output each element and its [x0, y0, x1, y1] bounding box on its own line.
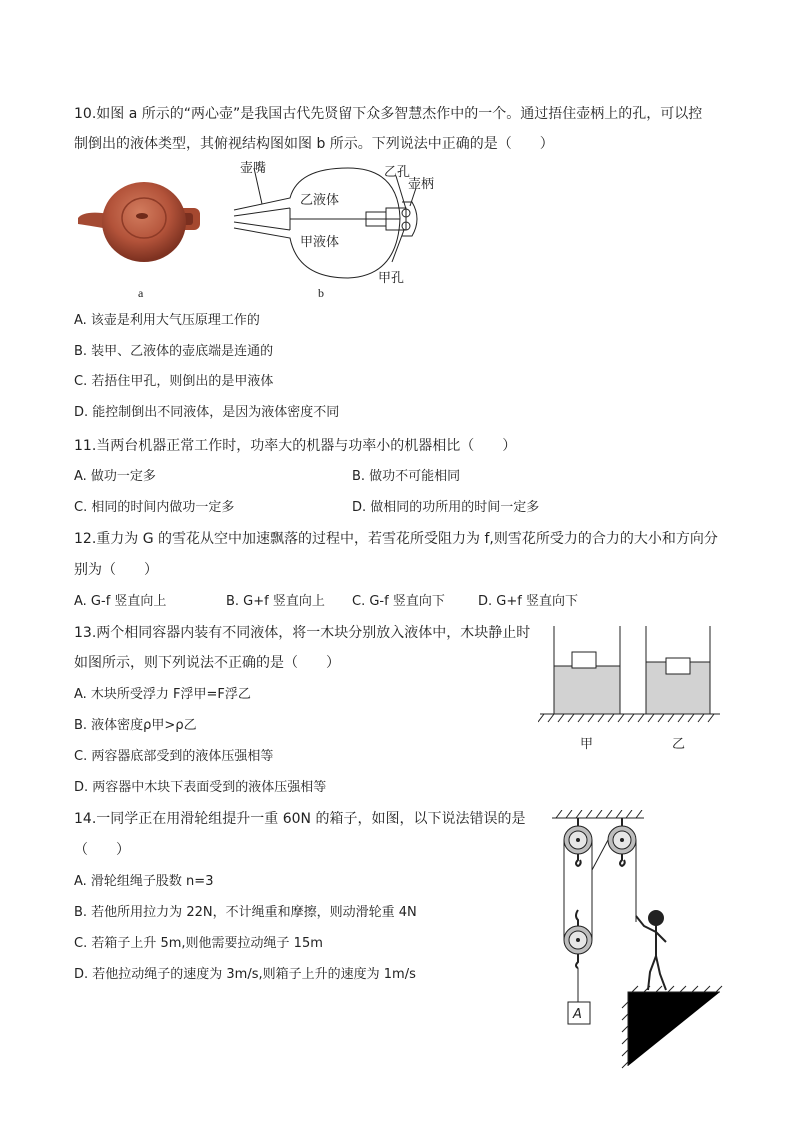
pulley-figure — [548, 810, 724, 1070]
q12-stem-line2: 别为（ ） — [74, 562, 158, 578]
q12-option-c[interactable]: C. G-f 竖直向下 — [352, 594, 445, 609]
q13-option-d[interactable]: D. 两容器中木块下表面受到的液体压强相等 — [74, 780, 327, 795]
label-container-yi: 乙 — [672, 737, 686, 752]
q10-option-b[interactable]: B. 装甲、乙液体的壶底端是连通的 — [74, 344, 274, 359]
q12-option-d[interactable]: D. G+f 竖直向下 — [478, 594, 578, 609]
q11-option-c[interactable]: C. 相同的时间内做功一定多 — [74, 500, 235, 515]
q13-option-c[interactable]: C. 两容器底部受到的液体压强相等 — [74, 749, 274, 764]
containers-figure — [538, 622, 724, 756]
q10-option-a[interactable]: A. 该壶是利用大气压原理工作的 — [74, 313, 260, 328]
q14-option-a[interactable]: A. 滑轮组绳子股数 n=3 — [74, 874, 214, 889]
q11-option-b[interactable]: B. 做功不可能相同 — [352, 469, 461, 484]
q10-stem-line1: 10.如图 a 所示的“两心壶”是我国古代先贤留下众多智慧杰作中的一个。通过捂住壶柄上的孔，可以控 — [74, 106, 703, 122]
q12-stem-line1: 12.重力为 G 的雪花从空中加速飘落的过程中，若雪花所受阻力为 f,则雪花所受力的合力的大小和方向分 — [74, 531, 718, 547]
teapot-photo — [74, 180, 208, 272]
q11-option-a[interactable]: A. 做功一定多 — [74, 469, 156, 484]
label-handle: 壶柄 — [408, 177, 435, 192]
q10-option-d[interactable]: D. 能控制倒出不同液体，是因为液体密度不同 — [74, 405, 340, 420]
q12-option-a[interactable]: A. G-f 竖直向上 — [74, 594, 167, 609]
q12-option-b[interactable]: B. G+f 竖直向上 — [226, 594, 325, 609]
q14-stem-line1: 14.一同学正在用滑轮组提升一重 60N 的箱子，如图，以下说法错误的是 — [74, 811, 526, 827]
q13-stem-line2: 如图所示，则下列说法不正确的是（ ） — [74, 655, 340, 671]
fig-a-caption: a — [138, 286, 144, 300]
label-hole-yi: 乙孔 — [384, 165, 411, 180]
q11-option-d[interactable]: D. 做相同的功所用的时间一定多 — [352, 500, 540, 515]
q10-stem-line2: 制倒出的液体类型，其俯视结构图如图 b 所示。下列说法中正确的是（ ） — [74, 136, 554, 152]
fig-b-caption: b — [318, 286, 324, 300]
q14-option-d[interactable]: D. 若他拉动绳子的速度为 3m/s,则箱子上升的速度为 1m/s — [74, 967, 416, 982]
q10-option-c[interactable]: C. 若捂住甲孔，则倒出的是甲液体 — [74, 374, 274, 389]
label-liquid-yi: 乙液体 — [300, 193, 340, 208]
fixed-pulley-right — [608, 818, 636, 866]
q14-stem-line2: （ ） — [74, 842, 130, 858]
q14-option-b[interactable]: B. 若他所用拉力为 22N，不计绳重和摩擦，则动滑轮重 4N — [74, 905, 417, 920]
label-container-jia: 甲 — [580, 737, 594, 752]
label-liquid-jia: 甲液体 — [300, 235, 340, 250]
q14-option-c[interactable]: C. 若箱子上升 5m,则他需要拉动绳子 15m — [74, 936, 323, 951]
q13-option-a[interactable]: A. 木块所受浮力 F浮甲=F浮乙 — [74, 687, 251, 702]
moving-pulley — [564, 910, 592, 968]
box-a-label: A — [573, 1007, 582, 1022]
q11-stem: 11.当两台机器正常工作时，功率大的机器与功率小的机器相比（ ） — [74, 438, 517, 454]
q13-option-b[interactable]: B. 液体密度ρ甲>ρ乙 — [74, 718, 197, 733]
teapot-schematic — [228, 158, 450, 288]
label-spout: 壶嘴 — [240, 161, 267, 176]
label-hole-jia: 甲孔 — [378, 271, 405, 286]
q13-stem-line1: 13.两个相同容器内装有不同液体，将一木块分别放入液体中，木块静止时 — [74, 625, 531, 641]
wood-block-jia — [572, 652, 596, 668]
fixed-pulley-left — [564, 818, 592, 866]
person-figure — [636, 911, 666, 990]
wood-block-yi — [666, 658, 690, 674]
